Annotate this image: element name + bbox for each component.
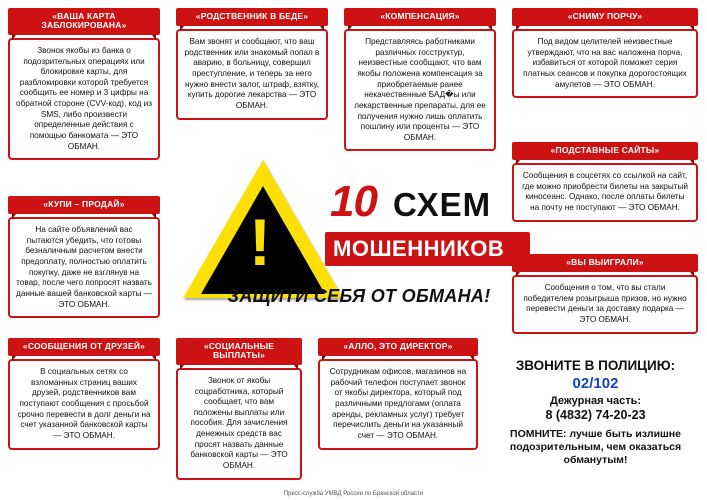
card-title: «ВЫ ВЫИГРАЛИ» [512, 254, 698, 272]
footer-credit: Пресс-служба УМВД России по Брянской области [283, 491, 424, 497]
card-title: «СООБЩЕНИЯ ОТ ДРУЗЕЙ» [8, 338, 160, 356]
card-text: Вам звонят и сообщают, что ваш родственник или знакомый попал в аварию, в больницу, совершил преступление, и теперь за него нужно внести залог, штраф, взятку, купить дорогие лекарства — ЭТО ОБМАН. [176, 29, 328, 120]
center-graphic [175, 160, 535, 325]
card-relative-trouble [176, 8, 328, 120]
headline-fraudsters: МОШЕННИКОВ [333, 236, 505, 261]
card-compensation [344, 8, 496, 151]
card-title: «КОМПЕНСАЦИЯ» [344, 8, 496, 26]
card-text: Под видом целителей неизвестные утверждают, что на вас наложена порча, избавиться от которой поможет серия платных сеансов и покупка дорогостоящих амулетов — ЭТО ОБМАН. [512, 29, 698, 98]
headline-schemes: СХЕМ [393, 186, 492, 223]
schemes-count: 10 [330, 177, 377, 226]
card-you-won [512, 254, 698, 334]
card-text: На сайте объявлений вас пытаются убедить, что готовы безналичным расчетом внести предоплату, полностью оплатить покупку, даже не взглянув на товар, после чего попросят назвать данные вашей банковской карты — ЭТО ОБМАН. [8, 217, 160, 318]
card-title: «СОЦИАЛЬНЫЕ ВЫПЛАТЫ» [176, 338, 302, 365]
exclamation-mark: ! [249, 205, 271, 279]
duty-phone[interactable]: 8 (4832) 74-20-23 [545, 408, 646, 422]
card-text: Звонок от якобы соцработника, который сообщает, что вам положены выплаты или пособия. Для зачисления денежных средств вас просят назвать данные банковской карты — ЭТО ОБМАН. [176, 368, 302, 480]
card-title: «ВАША КАРТА ЗАБЛОКИРОВАНА» [8, 8, 160, 35]
card-text: Сотрудникам офисов, магазинов на рабочий телефон поступает звонок от якобы директора, который под различными предлогами (оплата аренды, рекламных услуг) требует перечислить деньги на указанный счет — ЭТО ОБМАН. [318, 359, 478, 450]
card-text: Сообщения в соцсетях со ссылкой на сайт, где можно приобрести билеты на закрытый киносеанс. Однако, после оплаты билеты на почту не поступают — ЭТО ОБМАН. [512, 163, 698, 222]
duty-label: Дежурная часть: [549, 395, 642, 407]
card-title: «СНИМУ ПОРЧУ» [512, 8, 698, 26]
card-text: Сообщения о том, что вы стали победителем розыгрыша призов, но нужно перевести деньги за доставку подарка — ЭТО ОБМАН. [512, 275, 698, 334]
card-title: «РОДСТВЕННИК В БЕДЕ» [176, 8, 328, 26]
card-social-payments [176, 338, 302, 480]
police-phone[interactable]: 02/102 [572, 375, 619, 392]
card-buy-sell [8, 196, 160, 318]
police-contact-block [493, 358, 698, 467]
card-title: «АЛЛО, ЭТО ДИРЕКТОР» [318, 338, 478, 356]
police-call-label: ЗВОНИТЕ В ПОЛИЦИЮ: [515, 358, 676, 373]
card-title: «КУПИ – ПРОДАЙ» [8, 196, 160, 214]
card-fake-sites [512, 142, 698, 222]
card-title: «ПОДСТАВНЫЕ САЙТЫ» [512, 142, 698, 160]
slogan: ЗАЩИТИ СЕБЯ ОТ ОБМАНА! [227, 286, 491, 306]
card-friends-messages [8, 338, 160, 450]
card-blocked-card [8, 8, 160, 160]
card-hello-director [318, 338, 478, 450]
card-text: Представляясь работниками различных госструктур, неизвестные сообщают, что вам якобы положена компенсация за приобретаемые ранее некачественные БАД�ы или лекарственные препараты, для ее получения нужно лишь оплатить пошлину или проценты — ЭТО ОБМАН. [344, 29, 496, 152]
card-remove-curse [512, 8, 698, 98]
remember-note: ПОМНИТЕ: лучше быть излишне подозрительным, чем оказаться обманутым! [509, 428, 682, 467]
card-text: В социальных сетях со взломанных страниц ваших друзей, родственников вам поступают сообщения с просьбой срочно перевести в долг деньги на счет указанной банковской карты — ЭТО ОБМАН. [8, 359, 160, 450]
card-text: Звонок якобы из банка о подозрительных операциях или блокировке карты, для разблокировки которой требуется сообщить ее номер и 3 цифры на обратной стороне (CVV-код), код из SMS, либо произвести определенные действия с помощью банкомата — ЭТО ОБМАН. [8, 38, 160, 161]
